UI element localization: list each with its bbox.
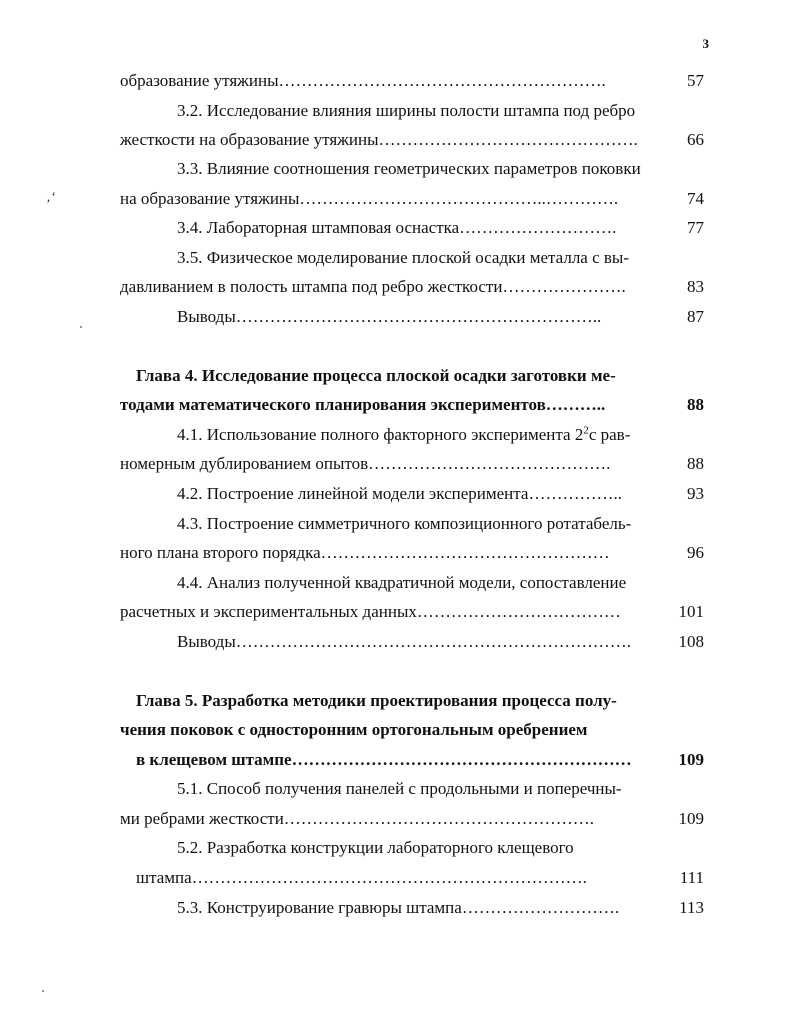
toc-page-number: 101 bbox=[678, 602, 704, 621]
toc-entry-text: 4.4. Анализ полученной квадратичной модели, сопоставление bbox=[177, 573, 627, 592]
toc-entry-text: ми ребрами жесткости………………………………………………. bbox=[120, 809, 595, 828]
chapter-heading: чения поковок с односторонним ортогональным оребрением bbox=[120, 720, 588, 739]
toc-page-number: 57 bbox=[687, 71, 704, 90]
toc-entry-text: 4.3. Построение симметричного композиционного ротатабель- bbox=[177, 514, 632, 533]
toc-entry-text: 3.2. Исследование влияния ширины полости штампа под ребро bbox=[177, 101, 636, 120]
toc-entry-text: номерным дублированием опытов……………………………………. bbox=[120, 454, 611, 473]
toc-entry-text: 4.2. Построение линейной модели эксперимента…………….. bbox=[177, 484, 622, 503]
toc-page-number: 96 bbox=[687, 543, 704, 562]
toc-page-number: 111 bbox=[679, 868, 704, 887]
toc-entry-text: расчетных и экспериментальных данных……………………………… bbox=[120, 602, 621, 621]
toc-entry-text: 3.3. Влияние соотношения геометрических параметров поковки bbox=[177, 159, 641, 178]
toc-page-number: 93 bbox=[687, 484, 704, 503]
scan-speck bbox=[42, 990, 44, 992]
margin-mark: ‚‘ bbox=[46, 190, 56, 205]
toc-page-number: 88 bbox=[687, 454, 704, 473]
toc-entry-text: 3.5. Физическое моделирование плоской осадки металла с вы- bbox=[177, 248, 630, 267]
toc-page-number: 83 bbox=[687, 277, 704, 296]
chapter-heading: Глава 4. Исследование процесса плоской осадки заготовки ме- bbox=[136, 366, 616, 385]
toc-page-number: 109 bbox=[678, 809, 704, 828]
toc-entry-text: штампа……………………………………………………………. bbox=[136, 868, 587, 887]
toc-entry-text: жесткости на образование утяжины………………………………………. bbox=[120, 130, 638, 149]
toc-page-number: 113 bbox=[679, 898, 704, 917]
toc-entry-text: давливанием в полость штампа под ребро жесткости…………………. bbox=[120, 277, 626, 296]
toc-entry-text: Выводы……………………………………………………………. bbox=[177, 632, 632, 651]
toc-page-number: 108 bbox=[678, 632, 704, 651]
toc-page-number: 66 bbox=[687, 130, 704, 149]
chapter-heading: Глава 5. Разработка методики проектирования процесса полу- bbox=[136, 691, 617, 710]
toc-entry-text: 5.2. Разработка конструкции лабораторного клещевого bbox=[177, 838, 574, 857]
chapter-heading: в клещевом штампе…………………………………………………… bbox=[136, 750, 632, 769]
toc-page-number: 74 bbox=[687, 189, 704, 208]
toc-entry-text: 5.1. Способ получения панелей с продольными и поперечны- bbox=[177, 779, 622, 798]
toc-entry-text: 5.3. Конструирование гравюры штампа………………………. bbox=[177, 898, 620, 917]
toc-page-number: 109 bbox=[678, 750, 704, 769]
toc-page-number: 88 bbox=[687, 395, 704, 414]
toc-entry-text: ного плана второго порядка…………………………………………… bbox=[120, 543, 610, 562]
toc-page-number: 87 bbox=[687, 307, 704, 326]
toc-entry-text: 3.4. Лабораторная штамповая оснастка………………………. bbox=[177, 218, 617, 237]
toc-entry-text: на образование утяжины……………………………………..…………. bbox=[120, 189, 619, 208]
toc-entry-text: образование утяжины…………………………………………………. bbox=[120, 71, 606, 90]
toc-entry-text: Выводы……………………………………………………….. bbox=[177, 307, 602, 326]
toc-entry-text: 4.1. Использование полного факторного эксперимента $2^2с$ рав- bbox=[177, 424, 631, 444]
toc-page-number: 77 bbox=[687, 218, 704, 237]
page-number: 3 bbox=[702, 36, 709, 51]
chapter-heading: тодами математического планирования экспериментов……….. bbox=[120, 395, 606, 414]
scan-speck bbox=[80, 326, 82, 328]
